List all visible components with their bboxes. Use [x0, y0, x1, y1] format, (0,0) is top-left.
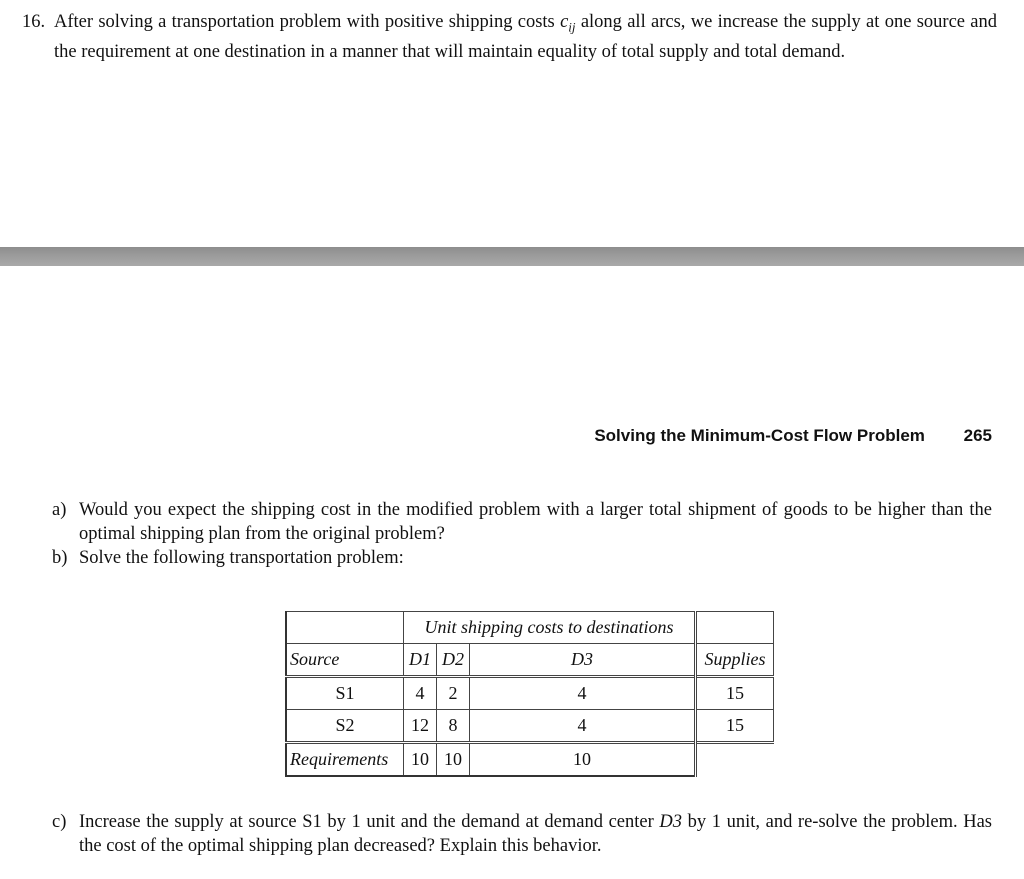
supply-s2: 15: [696, 710, 774, 743]
dest-header-d1: D1: [404, 644, 437, 677]
cost-s1-d1: 4: [404, 677, 437, 710]
part-a: [52, 498, 992, 546]
part-a-text: Would you expect the shipping cost in the modified problem with a larger total shipment of goods to be higher than the optimal shipping plan from the original problem?: [79, 500, 992, 544]
problem-number: 16.: [22, 12, 46, 32]
part-b-text: Solve the following transportation problem:: [79, 548, 404, 568]
part-c-text-1: Increase the supply at source S1 by 1 unit and the demand at demand center: [79, 812, 660, 832]
supply-s1: 15: [696, 677, 774, 710]
group-header: Unit shipping costs to destinations: [404, 612, 696, 644]
cost-s2-d3: 4: [470, 710, 696, 743]
part-c: [52, 810, 992, 858]
cost-s2-d2: 8: [437, 710, 470, 743]
question-parts: [52, 498, 992, 570]
table-corner-cell: [286, 612, 404, 644]
running-head: [0, 426, 992, 446]
problem-text-after: along all arcs, we increase the supply at one source and the requirement at one destination in a manner that will maintain equality of total supply and total demand.: [54, 12, 998, 62]
cost-s1-d2: 2: [437, 677, 470, 710]
req-d2: 10: [437, 743, 470, 777]
source-s2: S2: [286, 710, 404, 743]
part-c-text-2: by 1 unit, and re-solve the problem. Has the cost of the optimal shipping plan decreased? Explain this behavior.: [79, 812, 992, 856]
table-header-blank: [696, 612, 774, 644]
table-row: [286, 710, 774, 743]
problem-statement: [54, 10, 997, 64]
part-b: [52, 546, 992, 570]
page-number: 265: [963, 426, 992, 445]
req-d3: 10: [470, 743, 696, 777]
source-header: Source: [286, 644, 404, 677]
requirements-row: [286, 743, 774, 777]
cost-s1-d3: 4: [470, 677, 696, 710]
table-row: [286, 677, 774, 710]
requirements-label: Requirements: [286, 743, 404, 777]
source-s1: S1: [286, 677, 404, 710]
part-c-label: c): [52, 812, 67, 832]
part-c-d3: D3: [659, 812, 683, 832]
supplies-header: Supplies: [696, 644, 774, 677]
dest-header-d2: D2: [437, 644, 470, 677]
running-head-title: Solving the Minimum-Cost Flow Problem: [594, 426, 925, 445]
cost-subscript: ij: [568, 19, 576, 35]
dest-header-d3: D3: [470, 644, 696, 677]
req-d1: 10: [404, 743, 437, 777]
problem-16: [22, 10, 997, 64]
problem-text-before: After solving a transportation problem with positive shipping costs: [54, 12, 561, 32]
req-blank: [696, 743, 774, 777]
page-divider: [0, 247, 1024, 266]
transportation-table: [285, 611, 774, 777]
part-b-label: b): [52, 548, 68, 568]
part-a-label: a): [52, 500, 67, 520]
cost-symbol: c: [560, 12, 569, 32]
cost-s2-d1: 12: [404, 710, 437, 743]
part-c-body: [52, 810, 992, 858]
